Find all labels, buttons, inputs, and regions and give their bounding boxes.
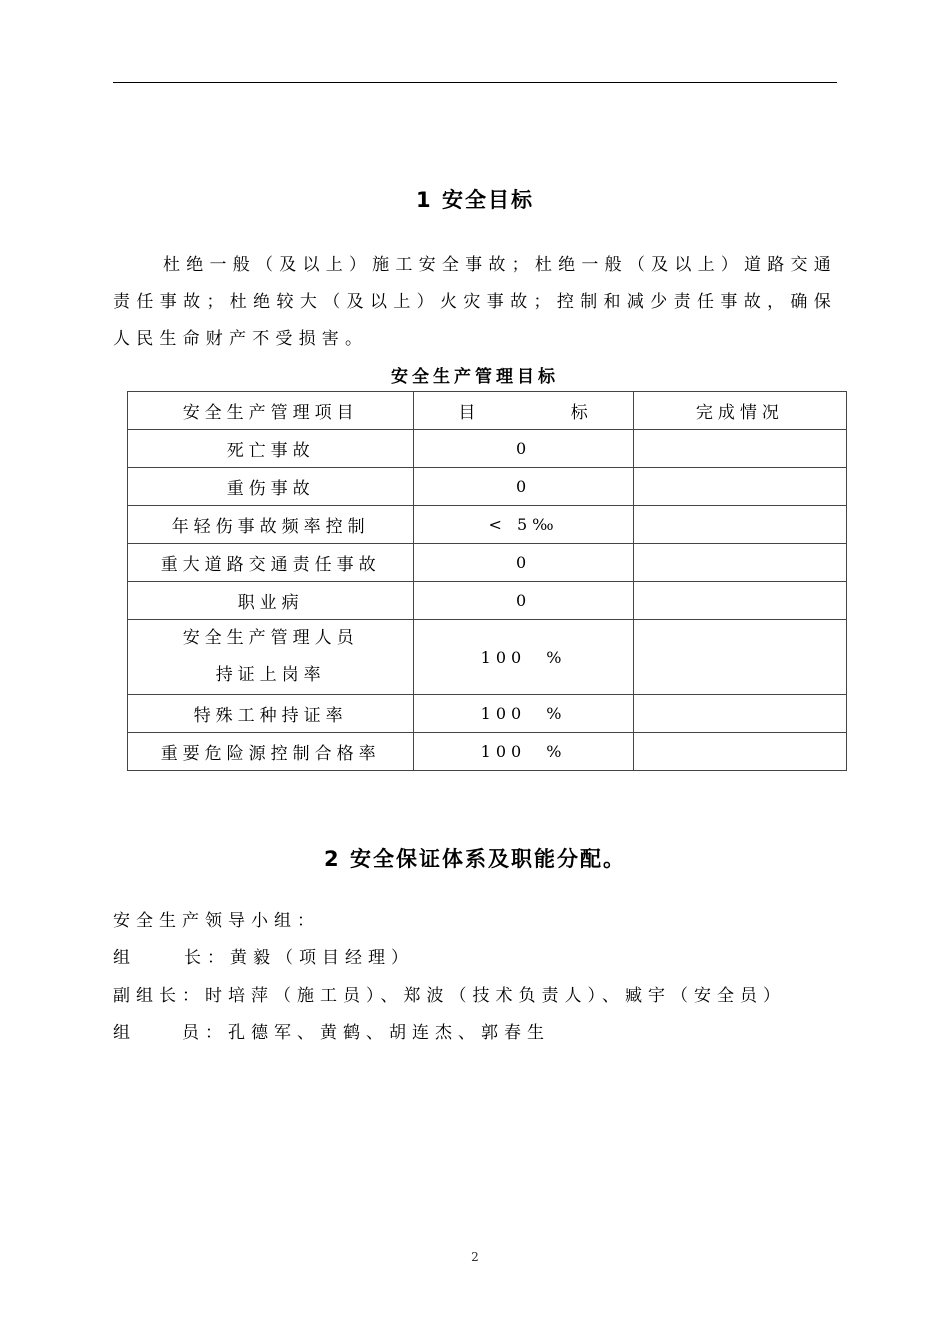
group-label: 安全生产领导小组：	[113, 911, 320, 931]
row-target: 0	[414, 582, 633, 620]
row-item: 重大道路交通责任事故	[128, 544, 414, 582]
row-status	[633, 695, 846, 733]
table-row	[128, 468, 847, 506]
row-target: 0	[414, 468, 633, 506]
table-title: 安全生产管理目标	[391, 367, 559, 387]
section-1-title: 1 安全目标	[416, 188, 534, 212]
row-status	[633, 620, 846, 695]
row-status	[633, 468, 846, 506]
page-number: 2	[471, 1250, 479, 1264]
row-target-num: 100	[480, 647, 527, 667]
row-target-unit: %	[546, 742, 567, 761]
row-target	[414, 695, 633, 733]
row-status	[633, 506, 846, 544]
leader-line	[113, 943, 414, 968]
member-label-a: 组	[113, 1023, 136, 1043]
leader-label-a: 组	[113, 948, 136, 968]
row-target	[414, 733, 633, 771]
row-target-unit: %	[546, 704, 567, 723]
member-line	[113, 1018, 550, 1043]
row-status	[633, 733, 846, 771]
table-row	[128, 733, 847, 771]
safety-goals-table	[127, 391, 847, 771]
row-item: 年轻伤事故频率控制	[128, 506, 414, 544]
section-2-title: 2 安全保证体系及职能分配。	[324, 847, 626, 871]
row-item-line2: 持证上岗率	[215, 665, 326, 685]
header-item: 安全生产管理项目	[128, 392, 414, 430]
header-target	[414, 392, 633, 430]
table-row	[128, 544, 847, 582]
row-item	[128, 620, 414, 695]
row-target: < 5‰	[414, 506, 633, 544]
header-target-b: 标	[570, 403, 593, 423]
row-item-line1: 安全生产管理人员	[182, 628, 359, 648]
table-row	[128, 695, 847, 733]
row-target: 0	[414, 430, 633, 468]
deputy-line: 副组长：时培萍（施工员）、郑波（技术负责人）、臧宇（安全员）	[113, 986, 786, 1006]
row-item: 特殊工种持证率	[128, 695, 414, 733]
table-row	[128, 430, 847, 468]
header-rule	[113, 82, 837, 83]
table-row	[128, 506, 847, 544]
table-header-row	[128, 392, 847, 430]
table-row	[128, 620, 847, 695]
row-target	[414, 620, 633, 695]
header-status: 完成情况	[633, 392, 846, 430]
table-row	[128, 582, 847, 620]
leader-text: 长：黄毅（项目经理）	[184, 948, 414, 968]
row-target-unit: %	[546, 647, 567, 667]
row-item: 重伤事故	[128, 468, 414, 506]
row-status	[633, 582, 846, 620]
header-target-a: 目	[458, 403, 481, 423]
row-status	[633, 544, 846, 582]
row-item: 死亡事故	[128, 430, 414, 468]
section-1-paragraph: 杜绝一般（及以上）施工安全事故；杜绝一般（及以上）道路交通责任事故；杜绝较大（及以上）火灾事故；控制和减少责任事故，确保人民生命财产不受损害。	[113, 255, 837, 349]
row-item: 职业病	[128, 582, 414, 620]
member-text: 员：孔德军、黄鹤、胡连杰、郭春生	[182, 1023, 550, 1043]
row-target: 0	[414, 544, 633, 582]
row-status	[633, 430, 846, 468]
row-target-num: 100	[480, 704, 527, 723]
row-item: 重要危险源控制合格率	[128, 733, 414, 771]
row-target-num: 100	[480, 742, 527, 761]
